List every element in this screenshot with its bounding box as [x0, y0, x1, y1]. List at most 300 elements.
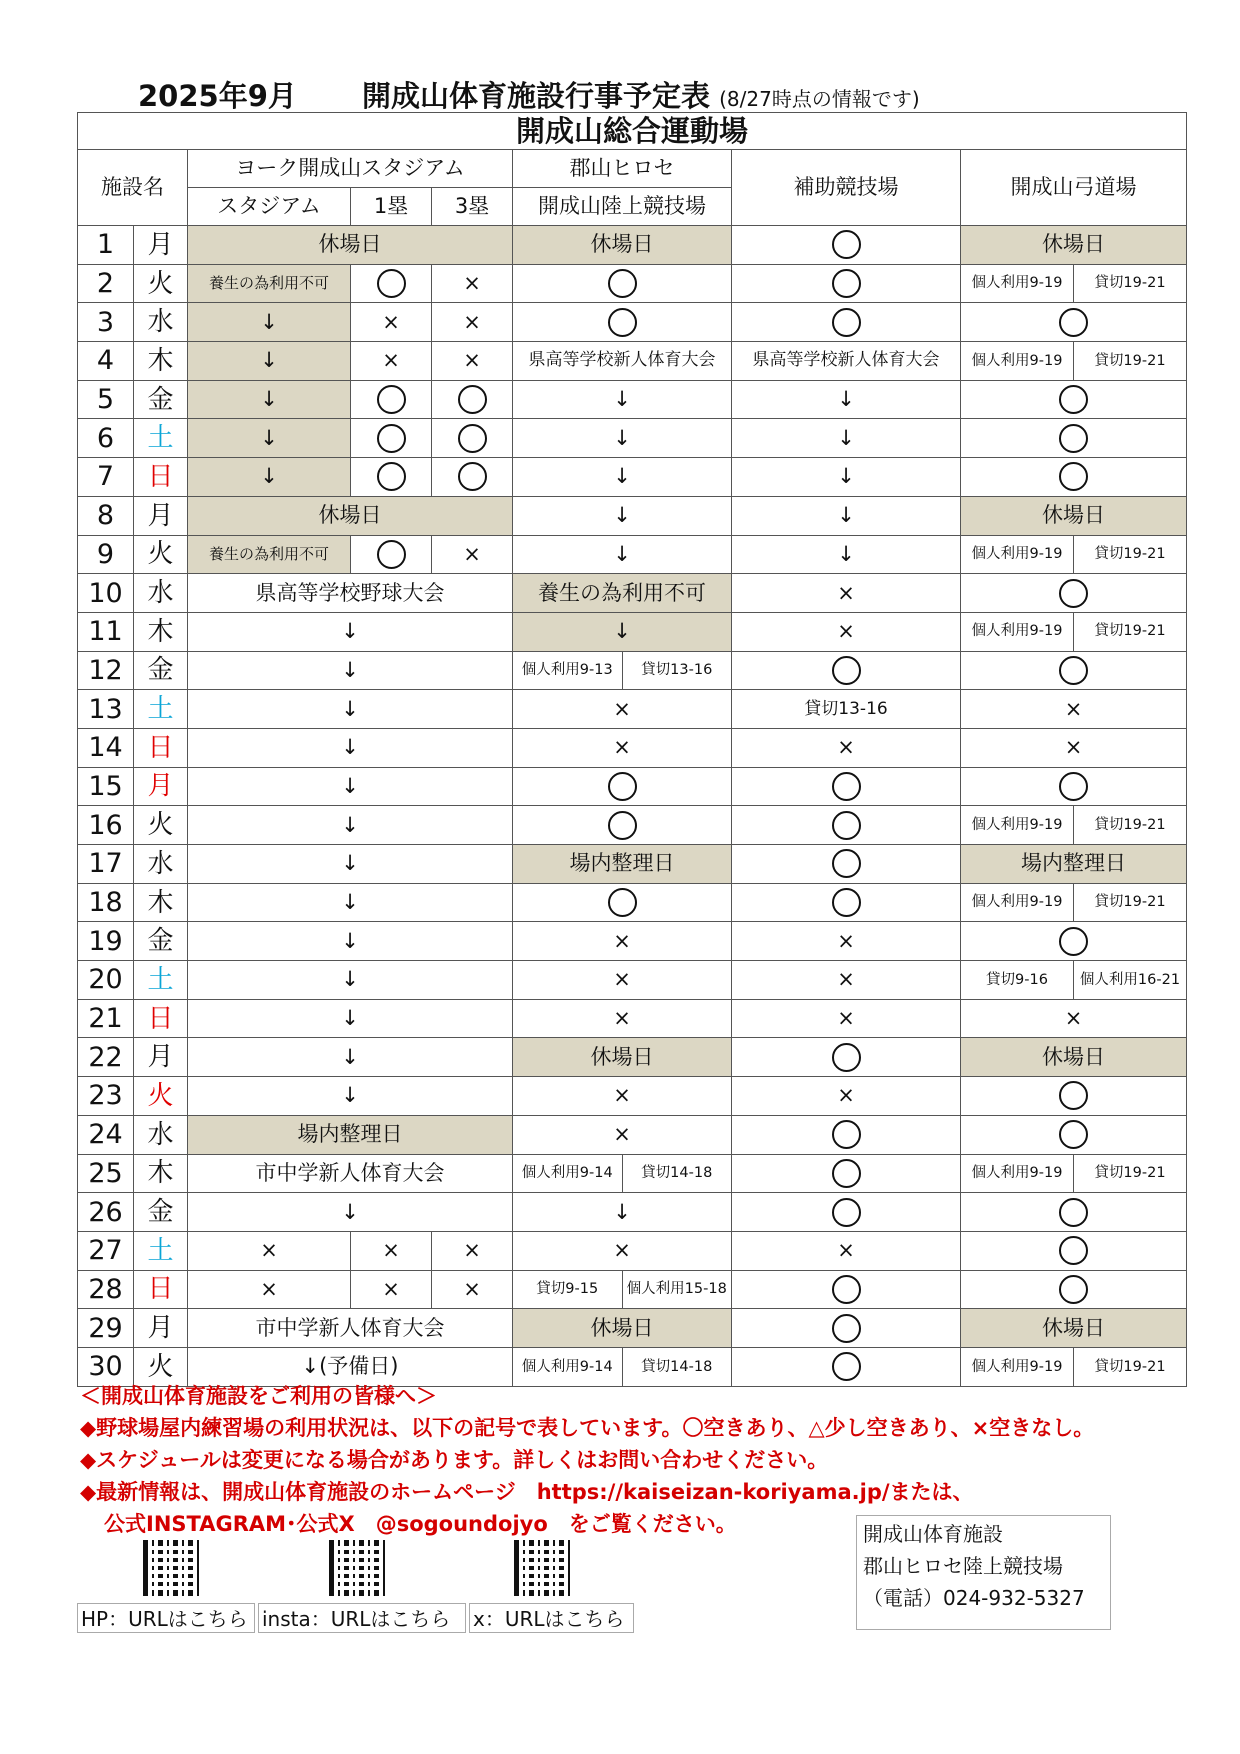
table-row: [78, 1231, 1187, 1270]
weekday: 金: [134, 1193, 188, 1232]
available-circle-icon: [377, 540, 406, 569]
day-number: 1: [78, 226, 134, 265]
hirose-cell: [513, 303, 732, 342]
kyudo-cell: [961, 1115, 1187, 1154]
stadium-cell: [188, 690, 513, 729]
available-circle-icon: [608, 888, 637, 917]
unavailable-mark: ×: [382, 1238, 400, 1263]
same-as-above-arrow: ↓: [260, 425, 278, 450]
table-row: [78, 883, 1187, 922]
day-number: 9: [78, 535, 134, 574]
time-slot: 貸切19-21: [1073, 342, 1186, 380]
unavailable-mark: ×: [613, 735, 631, 760]
stadium-cell: [188, 845, 513, 884]
aux-cell: [732, 883, 961, 922]
aux-cell: [732, 1309, 961, 1348]
day-number: 11: [78, 612, 134, 651]
unavailable-mark: ×: [613, 1006, 631, 1031]
day-number: 26: [78, 1193, 134, 1232]
weekday: 木: [134, 612, 188, 651]
stadium-cell: [188, 767, 513, 806]
cell-text: 養生の為利用不可: [538, 580, 706, 605]
cell-text: 休場日: [318, 232, 382, 257]
kyudo-cell: [961, 767, 1187, 806]
table-row: [78, 1309, 1187, 1348]
weekday: 木: [134, 342, 188, 381]
same-as-above-arrow: ↓: [341, 1006, 359, 1031]
time-slot: 個人利用9-19: [971, 1165, 1063, 1182]
hirose-cell: [513, 458, 732, 497]
hirose-cell: [513, 535, 732, 574]
kyudo-cell: [961, 419, 1187, 458]
table-row: [78, 380, 1187, 419]
aux-cell: [732, 999, 961, 1038]
same-as-above-arrow: ↓: [260, 348, 278, 373]
available-circle-icon: [1059, 1120, 1088, 1149]
available-circle-icon: [1059, 579, 1088, 608]
notes-line-3: ◆最新情報は、開成山体育施設のホームページ https://kaiseizan-koriyama.jp/または、: [80, 1480, 974, 1504]
available-circle-icon: [377, 269, 406, 298]
table-row: [78, 612, 1187, 651]
available-circle-icon: [458, 385, 487, 414]
available-circle-icon: [458, 424, 487, 453]
available-circle-icon: [1059, 424, 1088, 453]
aux-cell: [732, 1038, 961, 1077]
contact-line-2: 郡山ヒロセ陸上競技場: [863, 1554, 1063, 1578]
cell-text: ×: [837, 967, 855, 992]
stadium-cell: [188, 226, 513, 265]
time-slot: 貸切19-21: [1073, 1155, 1186, 1193]
available-circle-icon: [832, 1352, 861, 1381]
cell-text: 休場日: [590, 1044, 654, 1069]
weekday: 水: [134, 303, 188, 342]
hirose-cell: [513, 1077, 732, 1116]
stadium-cell: [351, 342, 432, 381]
table-row: [78, 1077, 1187, 1116]
day-number: 16: [78, 806, 134, 845]
stadium-cell: [351, 303, 432, 342]
notes-heading: ＜開成山体育施設をご利用の皆様へ＞: [80, 1384, 437, 1408]
aux-cell: [732, 612, 961, 651]
table-row: [78, 961, 1187, 1000]
same-as-above-arrow: ↓: [613, 387, 631, 412]
aux-cell: [732, 535, 961, 574]
stadium-cell: [351, 264, 432, 303]
cell-text: ↓(予備日): [301, 1354, 399, 1379]
time-slot: 個人利用16-21: [1073, 961, 1186, 999]
kyudo-header: 開成山弓道場: [961, 150, 1187, 226]
table-row: [78, 651, 1187, 690]
kyudo-cell: [961, 380, 1187, 419]
same-as-above-arrow: ↓: [341, 619, 359, 644]
cell-text: 休場日: [590, 1315, 654, 1340]
weekday: 日: [134, 999, 188, 1038]
stadium-cell: [432, 535, 513, 574]
unavailable-mark: ×: [613, 1238, 631, 1263]
aux-cell: [732, 845, 961, 884]
available-circle-icon: [608, 772, 637, 801]
available-circle-icon: [1059, 462, 1088, 491]
kyudo-cell: [961, 535, 1187, 574]
weekday: 月: [134, 767, 188, 806]
as-of-note: (8/27時点の情報です): [719, 87, 920, 111]
stadium-cell: [351, 1270, 432, 1309]
aux-cell: [732, 342, 961, 381]
cell-text: ×: [837, 735, 855, 760]
table-row: [78, 1193, 1187, 1232]
time-slot: 個人利用9-19: [971, 623, 1063, 640]
weekday: 月: [134, 1038, 188, 1077]
cell-text: 休場日: [1042, 1315, 1105, 1340]
weekday: 金: [134, 922, 188, 961]
qr-code-hp-icon[interactable]: [143, 1540, 203, 1596]
cell-text: ↓: [837, 387, 855, 412]
stadium-cell: [188, 961, 513, 1000]
yorku-stadium-header: ヨーク開成山スタジアム: [188, 150, 513, 188]
weekday: 木: [134, 883, 188, 922]
table-row: [78, 1115, 1187, 1154]
aux-field-header: 補助競技場: [732, 150, 961, 226]
table-row: [78, 806, 1187, 845]
base1-header: 1塁: [351, 188, 432, 226]
time-slot: 貸切19-21: [1073, 265, 1186, 303]
stadium-cell: [188, 1154, 513, 1193]
same-as-above-arrow: ↓: [613, 619, 631, 644]
stadium-cell: [351, 419, 432, 458]
kyudo-cell: [961, 1270, 1187, 1309]
available-circle-icon: [1059, 772, 1088, 801]
aux-cell: [732, 651, 961, 690]
weekday: 水: [134, 574, 188, 613]
hirose-cell: [513, 922, 732, 961]
kyudo-cell: [961, 1154, 1187, 1193]
hirose-cell: [513, 845, 732, 884]
unavailable-mark: ×: [382, 309, 400, 334]
table-row: [78, 496, 1187, 535]
stadium-cell: [351, 1231, 432, 1270]
time-slot: 貸切19-21: [1073, 1348, 1186, 1386]
cell-text: 県高等学校野球大会: [255, 580, 445, 605]
qr-code-insta-icon[interactable]: [329, 1540, 389, 1596]
time-slot: 貸切19-21: [1073, 613, 1186, 651]
available-circle-icon: [377, 462, 406, 491]
day-number: 28: [78, 1270, 134, 1309]
same-as-above-arrow: ↓: [341, 890, 359, 915]
kyudo-cell: [961, 226, 1187, 265]
table-row: [78, 1270, 1187, 1309]
available-circle-icon: [832, 1159, 861, 1188]
stadium-cell: [432, 264, 513, 303]
unavailable-mark: ×: [463, 309, 481, 334]
stadium-header: スタジアム: [188, 188, 351, 226]
cell-text: ↓: [837, 541, 855, 566]
available-circle-icon: [1059, 1198, 1088, 1227]
day-number: 19: [78, 922, 134, 961]
stadium-cell: [432, 303, 513, 342]
time-slot: 貸切14-18: [622, 1155, 732, 1193]
day-number: 22: [78, 1038, 134, 1077]
time-slot: 個人利用9-19: [971, 894, 1063, 911]
stadium-cell: [188, 342, 351, 381]
unavailable-mark: ×: [1064, 1006, 1083, 1031]
day-number: 17: [78, 845, 134, 884]
venue-header: 開成山総合運動場: [78, 113, 1187, 150]
available-circle-icon: [1059, 385, 1088, 414]
weekday: 火: [134, 1077, 188, 1116]
weekday: 日: [134, 728, 188, 767]
stadium-cell: [188, 612, 513, 651]
stadium-cell: [188, 1231, 351, 1270]
stadium-cell: [432, 1270, 513, 1309]
cell-text: 県高等学校新人体育大会: [528, 350, 716, 371]
notes-line-2: ◆スケジュールは変更になる場合があります。詳しくはお問い合わせください。: [80, 1448, 829, 1472]
available-circle-icon: [832, 811, 861, 840]
available-circle-icon: [832, 772, 861, 801]
unavailable-mark: ×: [463, 348, 481, 373]
hirose-cell: [513, 767, 732, 806]
weekday: 火: [134, 264, 188, 303]
cell-text: 県高等学校新人体育大会: [752, 350, 940, 371]
cell-text: 休場日: [1042, 1044, 1105, 1069]
kyudo-cell: [961, 651, 1187, 690]
kyudo-cell: [961, 922, 1187, 961]
cell-text: ×: [837, 1006, 855, 1031]
kyudo-cell: [961, 612, 1187, 651]
time-slot: 個人利用9-19: [971, 816, 1063, 833]
table-row: [78, 690, 1187, 729]
day-number: 25: [78, 1154, 134, 1193]
contact-line-1: 開成山体育施設: [863, 1522, 1003, 1546]
day-number: 4: [78, 342, 134, 381]
cell-text: ×: [837, 619, 855, 644]
stadium-cell: [188, 1270, 351, 1309]
available-circle-icon: [1059, 656, 1088, 685]
unavailable-mark: ×: [382, 1276, 400, 1301]
time-slot: 貸切19-21: [1073, 536, 1186, 574]
day-number: 12: [78, 651, 134, 690]
available-circle-icon: [832, 656, 861, 685]
same-as-above-arrow: ↓: [260, 309, 278, 334]
aux-cell: [732, 264, 961, 303]
aux-cell: [732, 767, 961, 806]
aux-cell: [732, 961, 961, 1000]
aux-cell: [732, 380, 961, 419]
time-slot: 個人利用9-14: [521, 1358, 613, 1375]
stadium-cell: [188, 728, 513, 767]
stadium-cell: [188, 922, 513, 961]
unavailable-mark: ×: [260, 1238, 278, 1263]
table-row: [78, 922, 1187, 961]
weekday: 火: [134, 1347, 188, 1386]
same-as-above-arrow: ↓: [341, 1044, 359, 1069]
available-circle-icon: [608, 269, 637, 298]
available-circle-icon: [832, 1198, 861, 1227]
kyudo-cell: [961, 999, 1187, 1038]
same-as-above-arrow: ↓: [341, 1199, 359, 1224]
kyudo-cell: [961, 1077, 1187, 1116]
available-circle-icon: [1059, 1081, 1088, 1110]
stadium-cell: [188, 1077, 513, 1116]
time-slot: 個人利用9-13: [521, 662, 613, 679]
available-circle-icon: [832, 1120, 861, 1149]
hirose-header-line2: 開成山陸上競技場: [513, 188, 732, 226]
hirose-cell: [513, 419, 732, 458]
weekday: 木: [134, 1154, 188, 1193]
stadium-cell: [188, 1193, 513, 1232]
kyudo-cell: [961, 496, 1187, 535]
hirose-cell: [513, 1270, 732, 1309]
time-slot: 貸切14-18: [622, 1348, 732, 1386]
stadium-cell: [188, 458, 351, 497]
aux-cell: [732, 574, 961, 613]
kyudo-cell: [961, 806, 1187, 845]
hirose-cell: [513, 651, 732, 690]
hirose-cell: [513, 380, 732, 419]
stadium-cell: [188, 651, 513, 690]
aux-cell: [732, 226, 961, 265]
cell-text: 休場日: [1042, 232, 1105, 257]
table-row: [78, 535, 1187, 574]
stadium-cell: [188, 574, 513, 613]
hirose-cell: [513, 574, 732, 613]
kyudo-cell: [961, 728, 1187, 767]
weekday: 土: [134, 961, 188, 1000]
stadium-cell: [188, 419, 351, 458]
unavailable-mark: ×: [382, 348, 400, 373]
contact-box: [856, 1515, 1111, 1630]
cell-text: 市中学新人体育大会: [255, 1315, 445, 1340]
day-number: 6: [78, 419, 134, 458]
stadium-cell: [188, 883, 513, 922]
hp-url-link[interactable]: HP：URLはこちら: [77, 1603, 255, 1633]
kyudo-cell: [961, 342, 1187, 381]
cell-text: 養生の為利用不可: [208, 544, 329, 563]
aux-cell: [732, 496, 961, 535]
stadium-cell: [432, 419, 513, 458]
day-number: 27: [78, 1231, 134, 1270]
base3-header: 3塁: [432, 188, 513, 226]
cell-text: 休場日: [318, 503, 382, 528]
stadium-cell: [188, 999, 513, 1038]
kyudo-cell: [961, 1038, 1187, 1077]
available-circle-icon: [832, 1043, 861, 1072]
aux-cell: [732, 1115, 961, 1154]
stadium-cell: [432, 1231, 513, 1270]
qr-code-x-icon[interactable]: [514, 1540, 574, 1596]
table-row: [78, 1038, 1187, 1077]
facility-label: 施設名: [78, 150, 188, 226]
aux-cell: [732, 458, 961, 497]
available-circle-icon: [1059, 927, 1088, 956]
same-as-above-arrow: ↓: [613, 1199, 631, 1224]
available-circle-icon: [1059, 308, 1088, 337]
available-circle-icon: [832, 849, 861, 878]
same-as-above-arrow: ↓: [341, 657, 359, 682]
weekday: 日: [134, 1270, 188, 1309]
day-number: 13: [78, 690, 134, 729]
table-row: [78, 845, 1187, 884]
aux-cell: [732, 303, 961, 342]
hirose-cell: [513, 1193, 732, 1232]
cell-text: ×: [837, 580, 855, 605]
day-number: 24: [78, 1115, 134, 1154]
weekday: 火: [134, 535, 188, 574]
available-circle-icon: [832, 230, 861, 259]
same-as-above-arrow: ↓: [613, 425, 631, 450]
hirose-cell: [513, 999, 732, 1038]
table-row: [78, 303, 1187, 342]
kyudo-cell: [961, 961, 1187, 1000]
stadium-cell: [351, 458, 432, 497]
stadium-cell: [351, 380, 432, 419]
hirose-cell: [513, 342, 732, 381]
cell-text: 場内整理日: [569, 851, 675, 876]
x-url-link[interactable]: x：URLはこちら: [469, 1603, 634, 1633]
hirose-cell: [513, 226, 732, 265]
unavailable-mark: ×: [463, 541, 481, 566]
stadium-cell: [188, 1038, 513, 1077]
weekday: 月: [134, 496, 188, 535]
available-circle-icon: [832, 269, 861, 298]
available-circle-icon: [377, 385, 406, 414]
same-as-above-arrow: ↓: [613, 464, 631, 489]
unavailable-mark: ×: [613, 967, 631, 992]
day-number: 10: [78, 574, 134, 613]
day-number: 18: [78, 883, 134, 922]
day-number: 23: [78, 1077, 134, 1116]
aux-cell: [732, 728, 961, 767]
same-as-above-arrow: ↓: [341, 928, 359, 953]
hirose-cell: [513, 806, 732, 845]
aux-cell: [732, 1270, 961, 1309]
aux-cell: [732, 922, 961, 961]
aux-cell: [732, 419, 961, 458]
stadium-cell: [188, 806, 513, 845]
hirose-cell: [513, 883, 732, 922]
kyudo-cell: [961, 1309, 1187, 1348]
hirose-cell: [513, 612, 732, 651]
cell-text: 場内整理日: [1021, 851, 1126, 876]
available-circle-icon: [1059, 1236, 1088, 1265]
same-as-above-arrow: ↓: [260, 464, 278, 489]
notes-line-1: ◆野球場屋内練習場の利用状況は、以下の記号で表しています。〇空きあり、△少し空きあり、×空きなし。: [80, 1416, 1095, 1440]
cell-text: 養生の為利用不可: [208, 274, 329, 293]
aux-cell: [732, 1154, 961, 1193]
cell-text: ×: [837, 1238, 855, 1263]
weekday: 水: [134, 1115, 188, 1154]
day-number: 15: [78, 767, 134, 806]
cell-text: ↓: [837, 425, 855, 450]
unavailable-mark: ×: [613, 928, 631, 953]
time-slot: 個人利用15-18: [622, 1271, 732, 1309]
unavailable-mark: ×: [613, 1083, 631, 1108]
available-circle-icon: [832, 1314, 861, 1343]
hirose-cell: [513, 1038, 732, 1077]
weekday: 火: [134, 806, 188, 845]
day-number: 30: [78, 1347, 134, 1386]
insta-url-link[interactable]: insta：URLはこちら: [258, 1603, 466, 1633]
time-slot: 貸切19-21: [1073, 806, 1186, 844]
same-as-above-arrow: ↓: [341, 851, 359, 876]
cell-text: 貸切13-16: [804, 698, 888, 719]
aux-cell: [732, 1077, 961, 1116]
day-number: 20: [78, 961, 134, 1000]
kyudo-cell: [961, 303, 1187, 342]
same-as-above-arrow: ↓: [260, 387, 278, 412]
unavailable-mark: ×: [463, 271, 481, 296]
hirose-cell: [513, 496, 732, 535]
cell-text: 休場日: [590, 232, 654, 257]
